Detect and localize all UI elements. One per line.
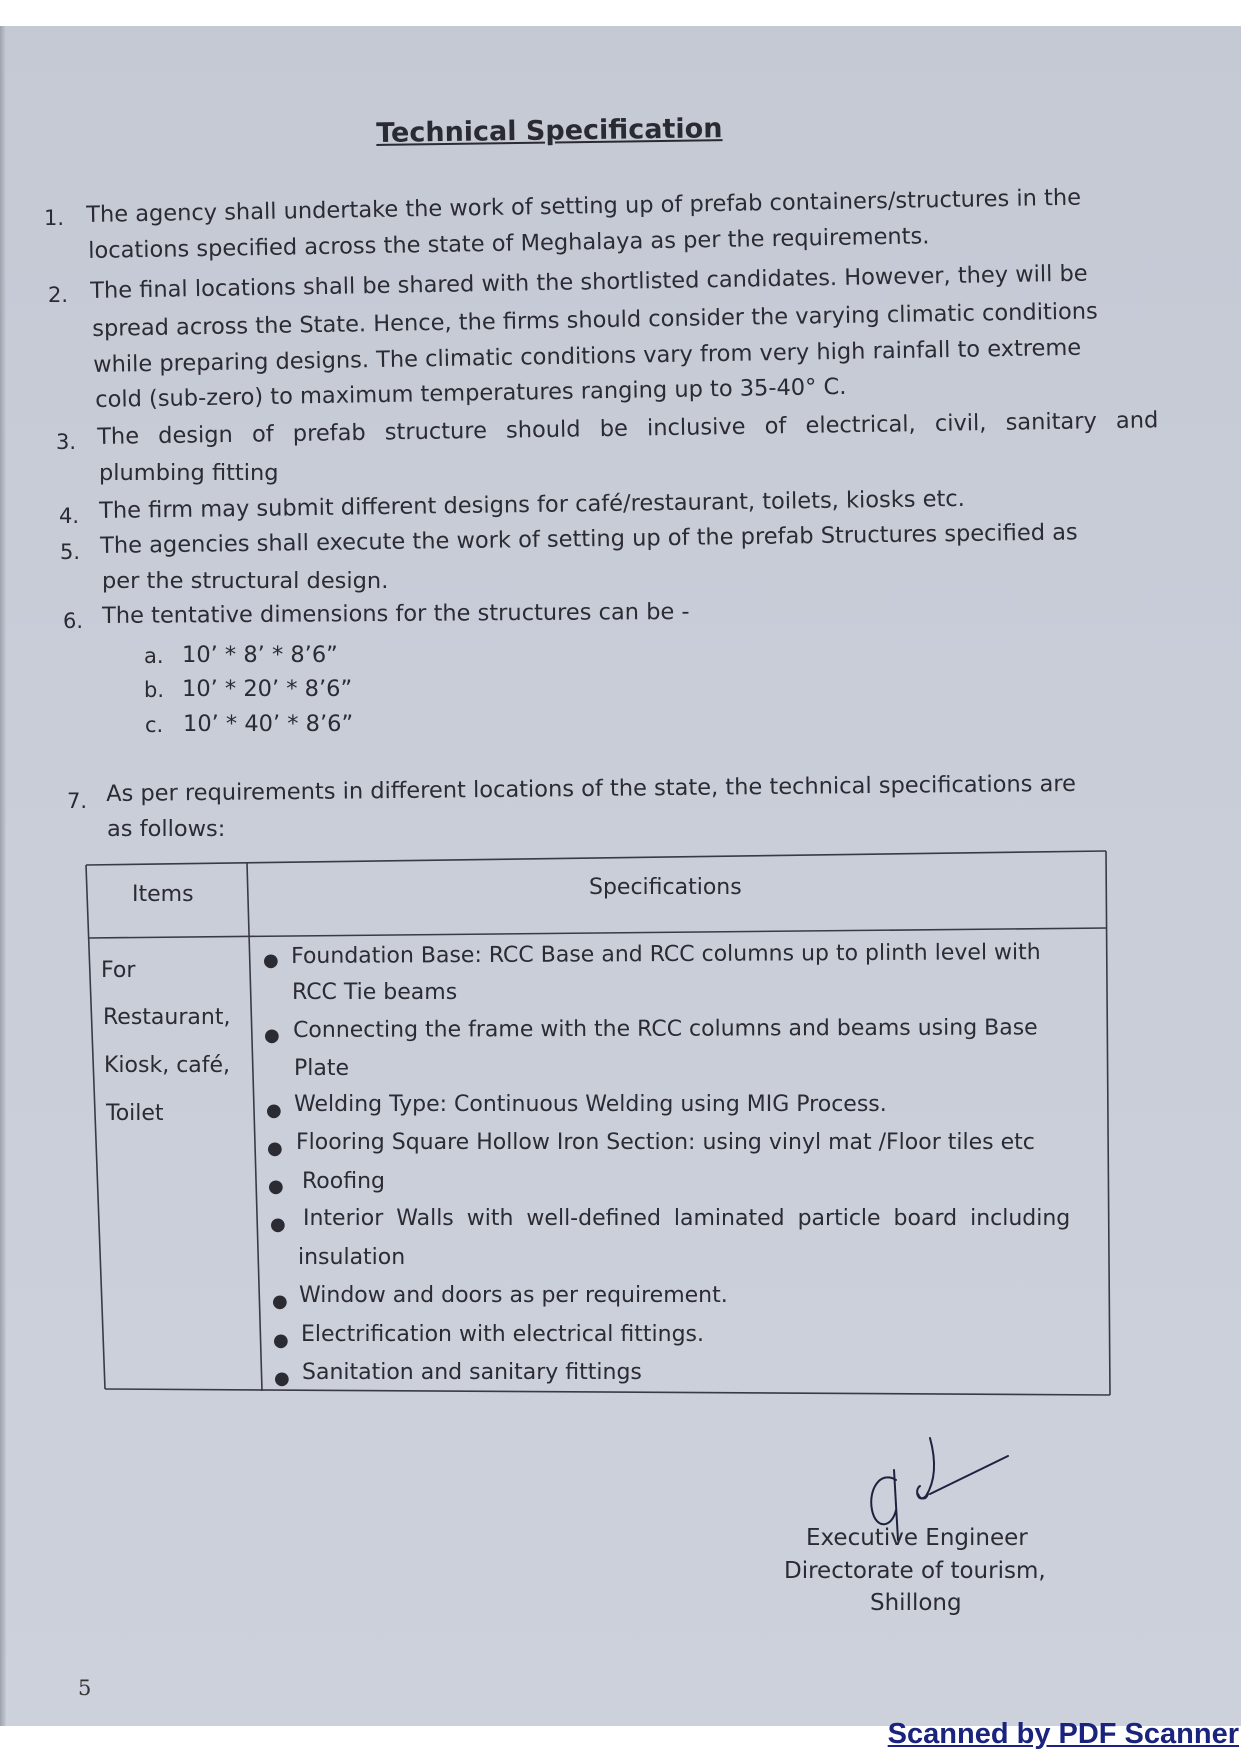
spec-1-line-1: Foundation Base: RCC Base and RCC columns up to plinth level with <box>291 940 1041 969</box>
dimension-c-value: 10’ * 40’ * 8’6” <box>183 711 354 737</box>
item-2-number: 2. <box>48 283 69 307</box>
bullet-6: ● <box>270 1214 286 1235</box>
spec-5-line-1: Roofing <box>302 1169 385 1194</box>
item-2-line-1: The final locations shall be shared with the shortlisted candidates. However, they will be <box>90 260 1088 304</box>
bullet-8: ● <box>273 1330 289 1351</box>
item-1-line-2: locations specified across the state of Meghalaya as per the requirements. <box>88 223 930 264</box>
item-7-line-2: as follows: <box>107 816 226 842</box>
item-7-line-1: As per requirements in different locations of the state, the technical specifications are <box>106 770 1077 807</box>
signature-department: Directorate of tourism, <box>784 1558 1046 1584</box>
document-title: Technical Specification <box>376 113 723 149</box>
spec-9-line-1: Sanitation and sanitary fittings <box>302 1360 642 1385</box>
dimension-b-value: 10’ * 20’ * 8’6” <box>182 676 353 702</box>
item-2-line-4: cold (sub-zero) to maximum temperatures ranging up to 35-40° C. <box>95 373 847 413</box>
dimension-b-letter: b. <box>144 678 165 702</box>
signature-location: Shillong <box>870 1590 962 1616</box>
dimension-a-value: 10’ * 8’ * 8’6” <box>182 642 338 668</box>
item-2-line-3: while preparing designs. The climatic conditions vary from very high rainfall to extreme <box>93 334 1082 378</box>
bullet-2: ● <box>264 1025 280 1046</box>
item-6-line-1: The tentative dimensions for the structures can be - <box>102 598 690 629</box>
item-5-line-2: per the structural design. <box>102 568 389 594</box>
page-number: 5 <box>78 1676 92 1700</box>
spec-3-line-1: Welding Type: Continuous Welding using MIG Process. <box>294 1092 887 1117</box>
item-3-line-1: The design of prefab structure should be inclusive of electrical, civil, sanitary and <box>97 407 1159 450</box>
spec-1-line-2: RCC Tie beams <box>292 980 458 1005</box>
item-6-number: 6. <box>63 609 84 633</box>
table-header-specifications: Specifications <box>589 875 742 900</box>
spec-8-line-1: Electrification with electrical fittings. <box>301 1322 704 1347</box>
bullet-3: ● <box>266 1100 282 1121</box>
table-header-items: Items <box>132 882 194 907</box>
spec-7-line-1: Window and doors as per requirement. <box>299 1283 728 1308</box>
bullet-7: ● <box>272 1291 288 1312</box>
item-1-number: 1. <box>44 206 65 230</box>
spec-4-line-1: Flooring Square Hollow Iron Section: using vinyl mat /Floor tiles etc <box>296 1130 1035 1155</box>
table-item-line-2: Restaurant, <box>103 1005 231 1030</box>
dimension-a-letter: a. <box>144 644 164 668</box>
scanner-watermark-link[interactable]: Scanned by PDF Scanner <box>887 1718 1239 1750</box>
table-item-line-1: For <box>101 958 136 983</box>
bullet-9: ● <box>274 1368 290 1389</box>
item-5-number: 5. <box>60 540 81 564</box>
item-4-line-1: The firm may submit different designs for café/restaurant, toilets, kiosks etc. <box>99 485 966 524</box>
item-1-line-1: The agency shall undertake the work of setting up of prefab containers/structures in the <box>86 184 1082 228</box>
item-3-line-2: plumbing fitting <box>99 460 279 486</box>
bullet-5: ● <box>268 1176 284 1197</box>
spec-2-line-2: Plate <box>294 1056 350 1081</box>
spec-2-line-1: Connecting the frame with the RCC columns and beams using Base <box>293 1015 1038 1043</box>
item-3-number: 3. <box>56 430 77 454</box>
spec-6-line-1: Interior Walls with well-defined laminated particle board including <box>303 1206 1071 1231</box>
table-item-line-3: Kiosk, café, <box>104 1053 231 1078</box>
signature-title: Executive Engineer <box>806 1525 1028 1551</box>
item-5-line-1: The agencies shall execute the work of setting up of the prefab Structures specified as <box>100 519 1078 559</box>
dimension-c-letter: c. <box>145 713 164 737</box>
bullet-1: ● <box>263 950 279 971</box>
table-item-line-4: Toilet <box>106 1101 164 1126</box>
page-edge-shadow <box>0 26 6 1726</box>
item-2-line-2: spread across the State. Hence, the firms should consider the varying climatic conditions <box>92 298 1099 342</box>
bullet-4: ● <box>267 1138 283 1159</box>
item-7-number: 7. <box>67 789 88 813</box>
spec-6-line-2: insulation <box>298 1245 406 1270</box>
item-4-number: 4. <box>59 504 80 528</box>
